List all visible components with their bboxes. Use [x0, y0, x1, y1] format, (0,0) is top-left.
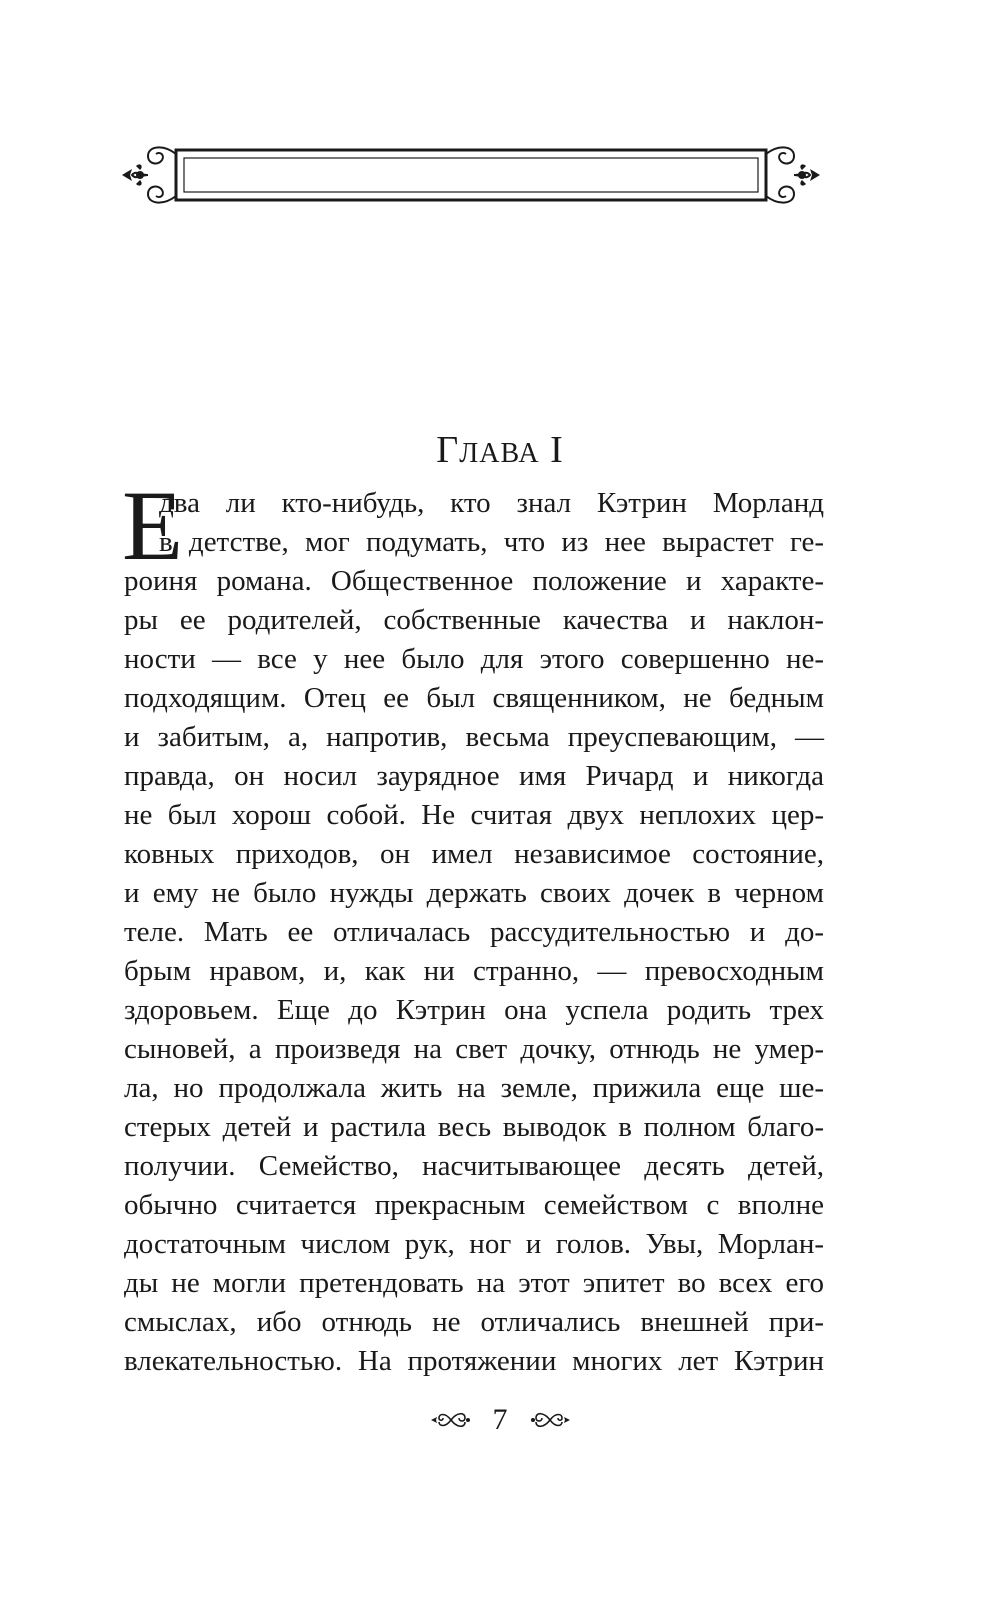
text-line: правда, он носил заурядное имя Ричард и никогда: [124, 760, 824, 792]
text-line: сыновей, а произведя на свет дочку, отнюдь не умер-: [124, 1033, 824, 1065]
text-line: достаточным числом рук, ног и голов. Увы, Морлан-: [124, 1228, 824, 1260]
text-line: в детстве, мог подумать, что из нее вырастет ге-: [159, 526, 824, 558]
header-ornament-icon: [118, 140, 824, 210]
text-line: брым нравом, и, как ни странно, — превосходным: [124, 955, 824, 987]
text-line: ности — все у нее было для этого совершенно не-: [124, 643, 824, 675]
text-line: смыслах, ибо отнюдь не отличались внешней при-: [124, 1306, 824, 1338]
drop-cap: Е: [122, 470, 184, 581]
page-footer: [0, 1398, 1000, 1442]
text-line: здоровьем. Еще до Кэтрин она успела родить трех: [124, 994, 824, 1026]
chapter-number: I: [550, 429, 564, 471]
text-line: роиня романа. Общественное положение и характе-: [124, 565, 824, 597]
text-line: влекательностью. На протяжении многих лет Кэтрин: [124, 1345, 824, 1377]
text-line: обычно считается прекрасным семейством с вполне: [124, 1189, 824, 1221]
text-line: стерых детей и растила весь выводок в полном благо-: [124, 1111, 824, 1143]
page-number: 7: [492, 1403, 508, 1436]
chapter-title-word: ЛАВА: [459, 438, 540, 469]
text-line: и забитым, а, напротив, весьма преуспевающим, —: [124, 721, 824, 753]
body-text: [124, 484, 824, 1381]
text-line: не был хорош собой. Не считая двух неплохих цер-: [124, 799, 824, 831]
chapter-title: [0, 428, 1000, 476]
text-line: ры ее родителей, собственные качества и наклон-: [124, 604, 824, 636]
text-line: и ему не было нужды держать своих дочек в черном: [124, 877, 824, 909]
flourish-right-icon: [530, 1408, 570, 1432]
text-line: получии. Семейство, насчитывающее десять детей,: [124, 1150, 824, 1182]
chapter-title-first-letter: Г: [436, 429, 460, 471]
text-line: два ли кто-нибудь, кто знал Кэтрин Морланд: [159, 487, 824, 519]
text-line: теле. Мать ее отличалась рассудительностью и до-: [124, 916, 824, 948]
flourish-left-icon: [431, 1408, 471, 1432]
text-line: ды не могли претендовать на этот эпитет во всех его: [124, 1267, 824, 1299]
text-line: подходящим. Отец ее был священником, не бедным: [124, 682, 824, 714]
text-line: ла, но продолжала жить на земле, прижила еще ше-: [124, 1072, 824, 1104]
text-line: ковных приходов, он имел независимое состояние,: [124, 838, 824, 870]
